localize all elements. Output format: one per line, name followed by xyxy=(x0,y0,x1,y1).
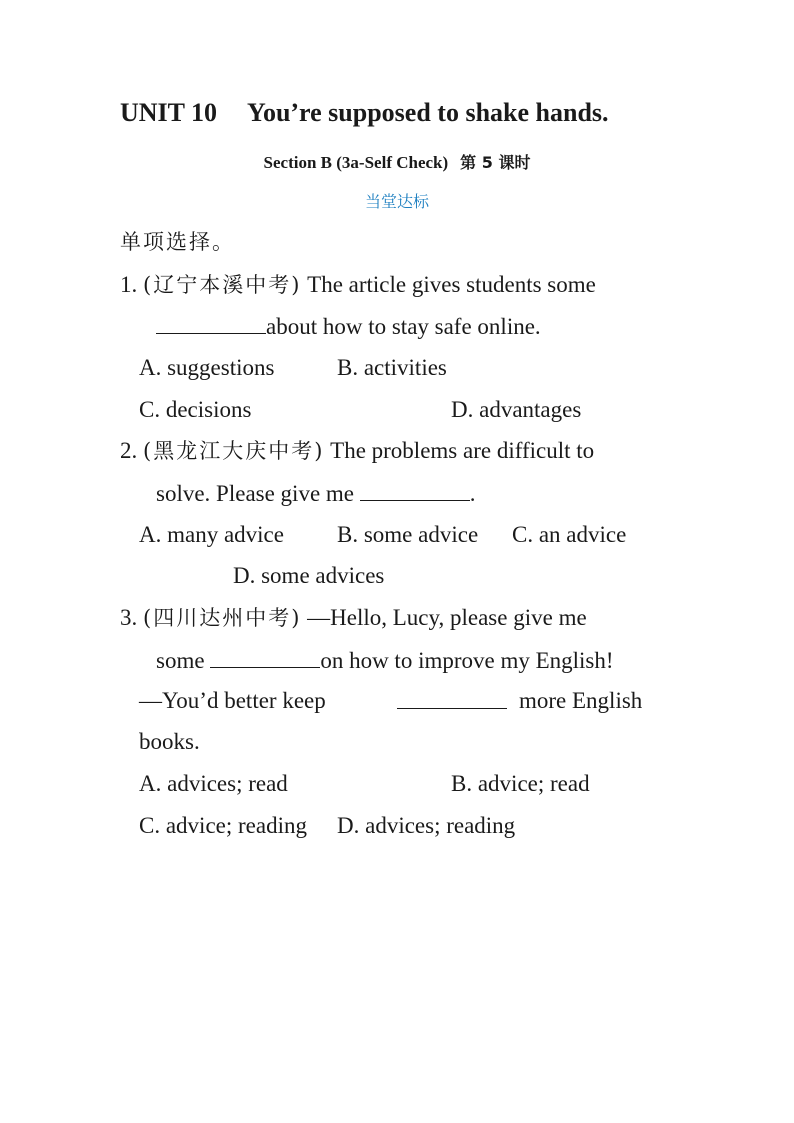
question-3-line-1 xyxy=(120,603,587,633)
question-stem: The article gives students some xyxy=(307,272,596,297)
question-2-line-2 xyxy=(156,478,476,509)
question-number: 1. xyxy=(120,272,138,297)
option-c[interactable]: C. decisions xyxy=(139,397,252,422)
option-c[interactable]: C. an advice xyxy=(512,522,627,547)
reply-text: —You’d better keep xyxy=(139,688,326,713)
option-a[interactable]: A. suggestions xyxy=(139,355,275,380)
question-number: 2. xyxy=(120,438,138,463)
lesson-label: 第 5 课时 xyxy=(460,153,531,172)
reply-text: more English xyxy=(519,688,643,713)
question-stem: —Hello, Lucy, please give me xyxy=(307,605,587,630)
question-number: 3. xyxy=(120,605,138,630)
option-b[interactable]: B. activities xyxy=(337,355,447,380)
page-title xyxy=(120,98,680,128)
instruction: 单项选择。 xyxy=(120,230,235,254)
unit-title: You’re supposed to shake hands. xyxy=(247,98,609,127)
question-stem: some xyxy=(156,648,205,673)
question-stem: on how to improve my English! xyxy=(320,648,614,673)
section-tag: 当堂达标 xyxy=(364,192,429,211)
answer-blank[interactable] xyxy=(156,311,266,334)
answer-blank[interactable] xyxy=(397,686,507,717)
option-d[interactable]: D. advantages xyxy=(451,397,582,422)
question-source: (辽宁本溪中考) xyxy=(143,273,302,297)
answer-blank[interactable] xyxy=(210,645,320,668)
question-1-line-1 xyxy=(120,270,673,300)
option-c[interactable]: C. advice; reading xyxy=(139,813,307,838)
answer-blank-line[interactable] xyxy=(397,686,507,709)
question-end: . xyxy=(469,481,476,506)
section-label: Section B (3a-Self Check) xyxy=(263,153,449,172)
reply-line-1 xyxy=(139,686,326,716)
question-3-line-2 xyxy=(156,645,614,676)
question-1-line-2 xyxy=(156,311,541,342)
reply-line-2: books. xyxy=(139,729,200,754)
question-stem: The problems are difficult to xyxy=(330,438,595,463)
question-stem: solve. Please give me xyxy=(156,481,355,506)
option-b[interactable]: B. advice; read xyxy=(451,771,590,796)
question-stem: about how to stay safe online. xyxy=(266,314,541,339)
question-source: (黑龙江大庆中考) xyxy=(143,439,325,463)
option-d[interactable]: D. some advices xyxy=(233,563,385,588)
question-2-line-1 xyxy=(120,436,594,466)
option-d[interactable]: D. advices; reading xyxy=(337,813,516,838)
unit-label: UNIT 10 xyxy=(120,98,218,127)
section-subtitle xyxy=(0,150,794,173)
option-a[interactable]: A. many advice xyxy=(139,522,284,547)
option-b[interactable]: B. some advice xyxy=(337,522,479,547)
question-source: (四川达州中考) xyxy=(143,606,302,630)
option-a[interactable]: A. advices; read xyxy=(139,771,288,796)
answer-blank[interactable] xyxy=(360,478,470,501)
